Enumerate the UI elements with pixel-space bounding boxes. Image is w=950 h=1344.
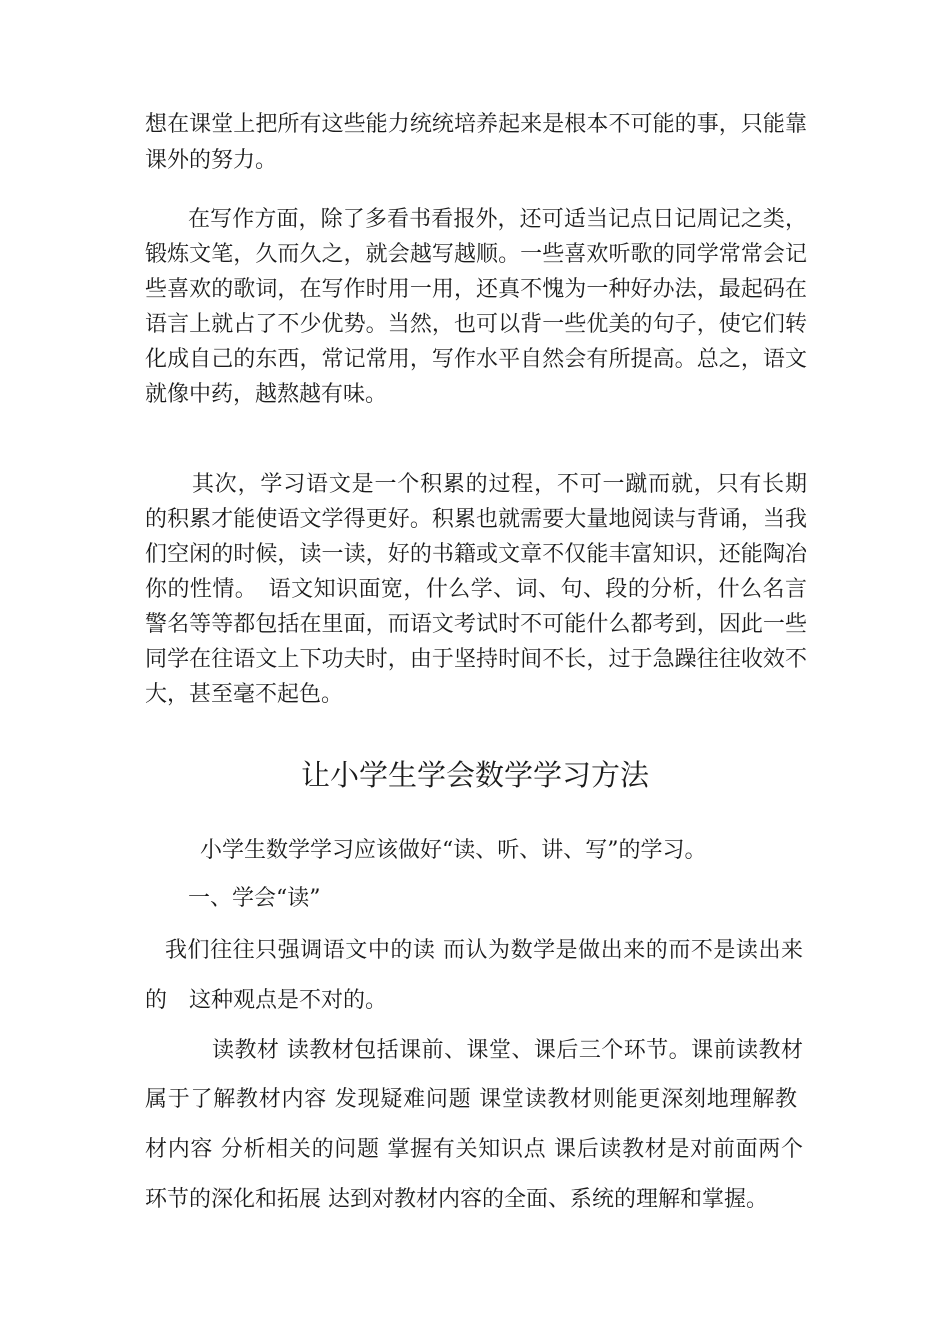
paragraph-line: 同学在往语文上下功夫时，由于坚持时间不长，过于急躁往往收效不 — [145, 647, 807, 672]
paragraph-line: 我们往往只强调语文中的读 而认为数学是做出来的而不是读出来 — [165, 938, 803, 963]
subheading: 一、学会“读” — [188, 886, 321, 911]
paragraph-line: 就像中药，越熬越有味。 — [145, 382, 388, 407]
paragraph-line: 大，甚至毫不起色。 — [145, 682, 344, 707]
paragraph-line: 其次，学习语文是一个积累的过程，不可一蹴而就，只有长期 — [192, 472, 807, 497]
paragraph-line: 材内容 分析相关的问题 掌握有关知识点 课后读教材是对前面两个 — [145, 1137, 803, 1162]
paragraph-line: 的 这种观点是不对的。 — [145, 988, 388, 1013]
paragraph-line: 读教材 读教材包括课前、课堂、课后三个环节。课前读教材 — [212, 1038, 803, 1063]
paragraph-line: 锻炼文笔，久而久之，就会越写越顺。一些喜欢听歌的同学常常会记 — [145, 242, 807, 267]
paragraph-line: 你的性情。 语文知识面宽，什么学、词、句、段的分析，什么名言 — [145, 577, 807, 602]
paragraph-line: 课外的努力。 — [145, 148, 278, 173]
paragraph-line: 的积累才能使语文学得更好。积累也就需要大量地阅读与背诵，当我 — [145, 507, 807, 532]
paragraph-line: 警名等等都包括在里面，而语文考试时不可能什么都考到，因此一些 — [145, 612, 807, 637]
intro-line: 小学生数学学习应该做好“读、听、讲、写”的学习。 — [200, 838, 707, 863]
paragraph-line: 语言上就占了不少优势。当然，也可以背一些优美的句子，使它们转 — [145, 312, 807, 337]
paragraph-line: 化成自己的东西，常记常用，写作水平自然会有所提高。总之，语文 — [145, 347, 807, 372]
paragraph-line: 在写作方面，除了多看书看报外，还可适当记点日记周记之类， — [188, 207, 807, 232]
section-title: 让小学生学会数学学习方法 — [300, 758, 649, 792]
paragraph-line: 环节的深化和拓展 达到对教材内容的全面、系统的理解和掌握。 — [145, 1187, 768, 1212]
paragraph-line: 些喜欢的歌词，在写作时用一用，还真不愧为一种好办法，最起码在 — [145, 277, 807, 302]
paragraph-line: 想在课堂上把所有这些能力统统培养起来是根本不可能的事，只能靠 — [145, 112, 807, 137]
paragraph-line: 们空闲的时候，读一读，好的书籍或文章不仅能丰富知识，还能陶冶 — [145, 542, 807, 567]
paragraph-line: 属于了解教材内容 发现疑难问题 课堂读教材则能更深刻地理解教 — [145, 1087, 797, 1112]
